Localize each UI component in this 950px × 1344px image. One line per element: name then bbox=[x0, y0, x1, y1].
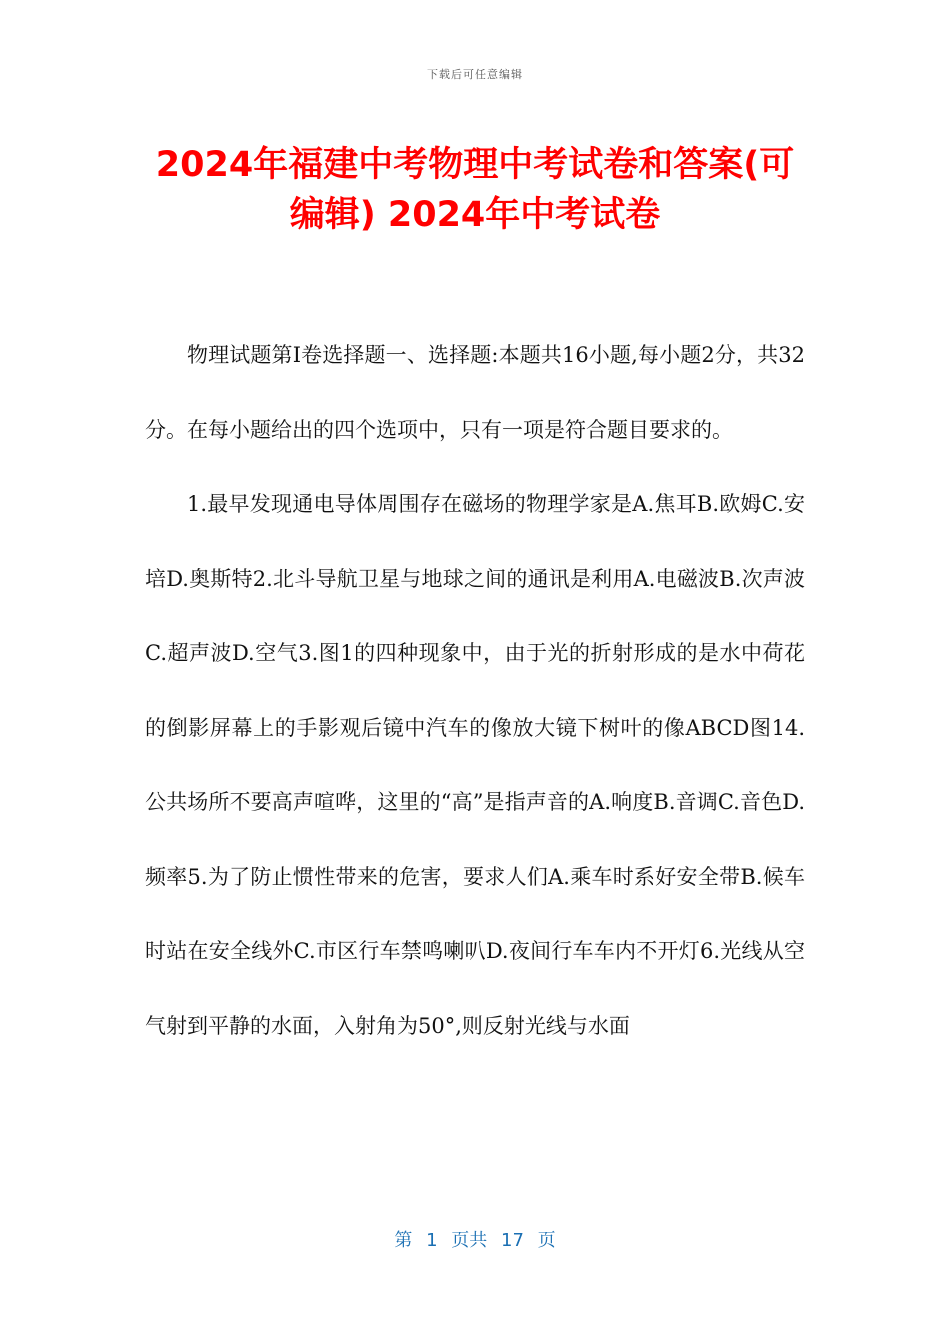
document-body bbox=[145, 318, 805, 1063]
header-note: 下载后可任意编辑 bbox=[427, 68, 523, 81]
questions-paragraph: 1.最早发现通电导体周围存在磁场的物理学家是A.焦耳B.欧姆C.安培D.奥斯特2.北斗导航卫星与地球之间的通讯是利用A.电磁波B.次声波C.超声波D.空气3.图1的四种现象中，由于光的折射形成的是水中荷花的倒影屏幕上的手影观后镜中汽车的像放大镜下树叶的像ABCD图14.公共场所不要高声喧哗，这里的“高”是指声音的A.响度B.音调C.音色D.频率5.为了防止惯性带来的危害，要求人们A.乘车时系好安全带B.候车时站在安全线外C.市区行车禁鸣喇叭D.夜间行车车内不开灯6.光线从空气射到平静的水面，入射角为50°,则反射光线与水面 bbox=[145, 492, 805, 1038]
document-title: 2024年福建中考物理中考试卷和答案(可编辑) 2024年中考试卷 bbox=[155, 145, 795, 235]
intro-paragraph: 物理试题第Ⅰ卷选择题一、选择题:本题共16小题,每小题2分，共32分。在每小题给出的四个选项中，只有一项是符合题目要求的。 bbox=[145, 343, 805, 442]
page-number: 第 1 页共 17 页 bbox=[394, 1230, 556, 1251]
